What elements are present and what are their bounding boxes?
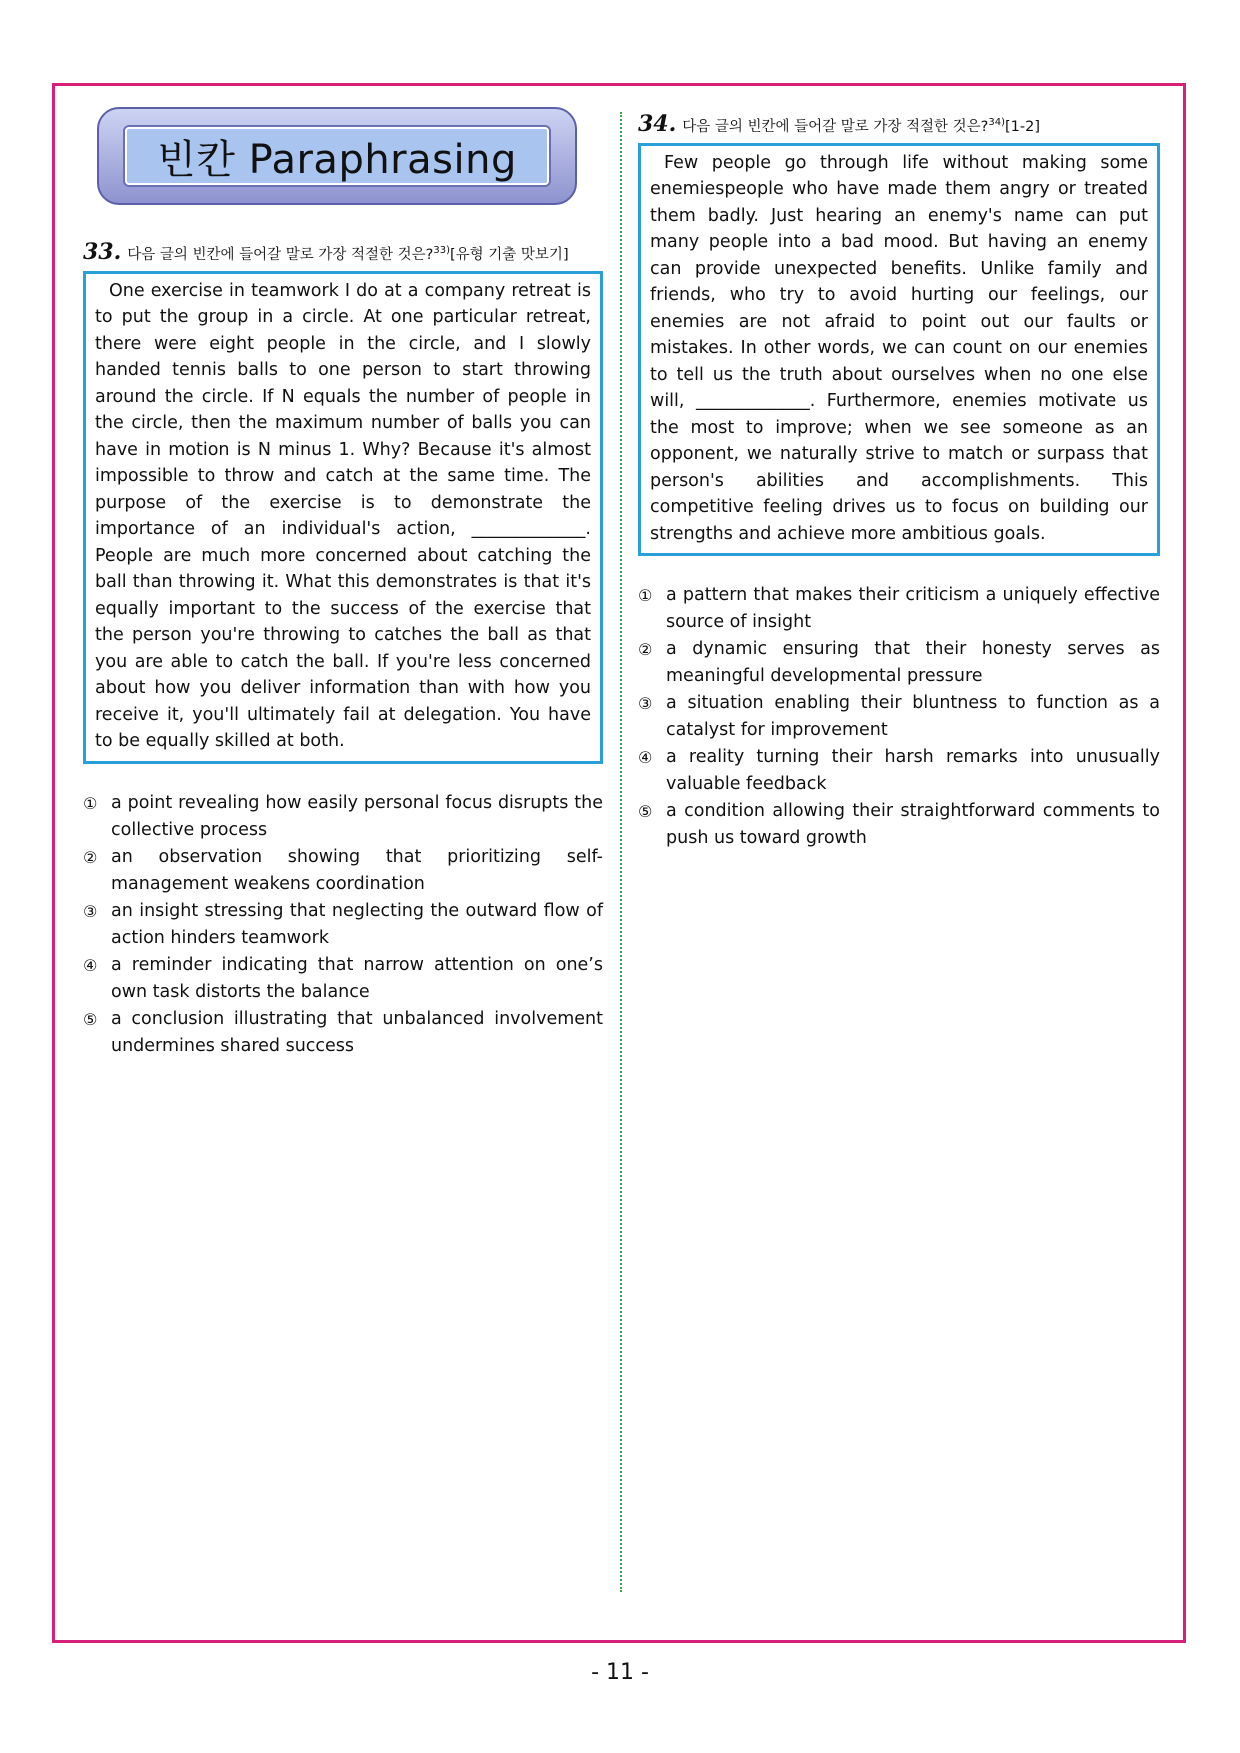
column-divider bbox=[620, 112, 622, 1592]
option-mark: ⑤ bbox=[83, 1009, 98, 1029]
question-34-option-2[interactable] bbox=[638, 636, 1160, 690]
section-title: 빈칸 Paraphrasing bbox=[157, 136, 517, 183]
question-34-options bbox=[638, 582, 1160, 852]
question-34-option-3[interactable] bbox=[638, 690, 1160, 744]
option-mark: ① bbox=[638, 586, 653, 606]
question-33-passage-box bbox=[83, 271, 603, 764]
option-mark: ③ bbox=[638, 694, 653, 714]
question-34-tag: [1-2] bbox=[1005, 118, 1041, 135]
section-title-box bbox=[125, 127, 549, 185]
question-33-options bbox=[83, 790, 603, 1060]
question-33-header bbox=[83, 241, 603, 265]
option-text: a point revealing how easily personal focus disrupts the collective process bbox=[111, 792, 603, 840]
option-mark: ② bbox=[83, 847, 98, 867]
option-text: a situation enabling their bluntness to function as a catalyst for improvement bbox=[666, 693, 1160, 741]
option-text: a dynamic ensuring that their honesty serves as meaningful developmental pressure bbox=[666, 639, 1160, 687]
option-text: an observation showing that prioritizing self-management weakens coordination bbox=[111, 846, 603, 894]
question-33-prompt: 다음 글의 빈칸에 들어갈 말로 가장 적절한 것은? bbox=[127, 246, 434, 263]
question-34-prompt: 다음 글의 빈칸에 들어갈 말로 가장 적절한 것은? bbox=[682, 118, 989, 135]
question-34-header bbox=[638, 113, 1160, 137]
option-text: a reminder indicating that narrow attention on one’s own task distorts the balance bbox=[111, 954, 603, 1002]
question-33-footnote: 33) bbox=[433, 245, 451, 256]
option-mark: ① bbox=[83, 793, 98, 813]
option-mark: ④ bbox=[83, 955, 98, 975]
question-33-option-1[interactable] bbox=[83, 790, 603, 844]
question-33-passage: One exercise in teamwork I do at a company retreat is to put the group in a circle. At one particular retreat, there were eight people in the circle, and I slowly handed tennis balls to one person to start throwing around the circle. If N equals the number of people in the circle, then the maximum number of balls you can have in motion is N minus 1. Why? Because it's almost impossible to throw and catch at the same time. The purpose of the exercise is to demonstrate the importance of an individual's action, _____________. People are much more concerned about catching the ball than throwing it. What this demonstrates is that it's equally important to the success of the exercise that the person you're throwing to catches the ball as that you are able to catch the ball. If you're less concerned about how you deliver information than with how you receive it, you'll ultimately fail at delegation. You have to be equally skilled at both. bbox=[95, 280, 591, 752]
section-title-banner bbox=[97, 107, 577, 205]
option-mark: ③ bbox=[83, 901, 98, 921]
option-mark: ④ bbox=[638, 748, 653, 768]
option-text: a pattern that makes their criticism a uniquely effective source of insight bbox=[666, 585, 1160, 633]
option-mark: ② bbox=[638, 640, 653, 660]
question-34-prompt-wrap bbox=[682, 113, 1040, 137]
question-33-option-3[interactable] bbox=[83, 898, 603, 952]
question-34-option-5[interactable] bbox=[638, 798, 1160, 852]
question-33-prompt-wrap bbox=[127, 241, 568, 265]
question-33-option-5[interactable] bbox=[83, 1006, 603, 1060]
option-text: a conclusion illustrating that unbalanced involvement undermines shared success bbox=[111, 1008, 603, 1056]
question-34-option-4[interactable] bbox=[638, 744, 1160, 798]
option-text: a reality turning their harsh remarks into unusually valuable feedback bbox=[666, 747, 1160, 795]
question-33-option-2[interactable] bbox=[83, 844, 603, 898]
question-33-option-4[interactable] bbox=[83, 952, 603, 1006]
question-34-number: 34. bbox=[638, 111, 677, 137]
question-34-footnote: 34) bbox=[988, 117, 1006, 128]
question-33-tag: [유형 기출 맛보기] bbox=[450, 246, 569, 263]
left-column bbox=[83, 107, 603, 1060]
question-34-passage-box bbox=[638, 143, 1160, 557]
option-text: a condition allowing their straightforward comments to push us toward growth bbox=[666, 801, 1160, 849]
option-mark: ⑤ bbox=[638, 802, 653, 822]
page-number: - 11 - bbox=[591, 1660, 649, 1685]
question-34-passage: Few people go through life without making some enemiespeople who have made them angry or treated them badly. Just hearing an enemy's name can put many people into a bad mood. But having an enemy can provide unexpected benefits. Unlike family and friends, who try to avoid hurting our feelings, our enemies are not afraid to point out our faults or mistakes. In other words, we can count on our enemies to tell us the truth about ourselves when no one else will, _____________. Furthermore, enemies motivate us the most to improve; when we see someone as an opponent, we naturally strive to match or surpass that person's abilities and accomplishments. This competitive feeling drives us to focus on building our strengths and achieve more ambitious goals. bbox=[650, 152, 1148, 544]
option-text: an insight stressing that neglecting the outward flow of action hinders teamwork bbox=[111, 900, 603, 948]
right-column bbox=[638, 113, 1160, 852]
question-33-number: 33. bbox=[83, 239, 122, 265]
question-34-option-1[interactable] bbox=[638, 582, 1160, 636]
